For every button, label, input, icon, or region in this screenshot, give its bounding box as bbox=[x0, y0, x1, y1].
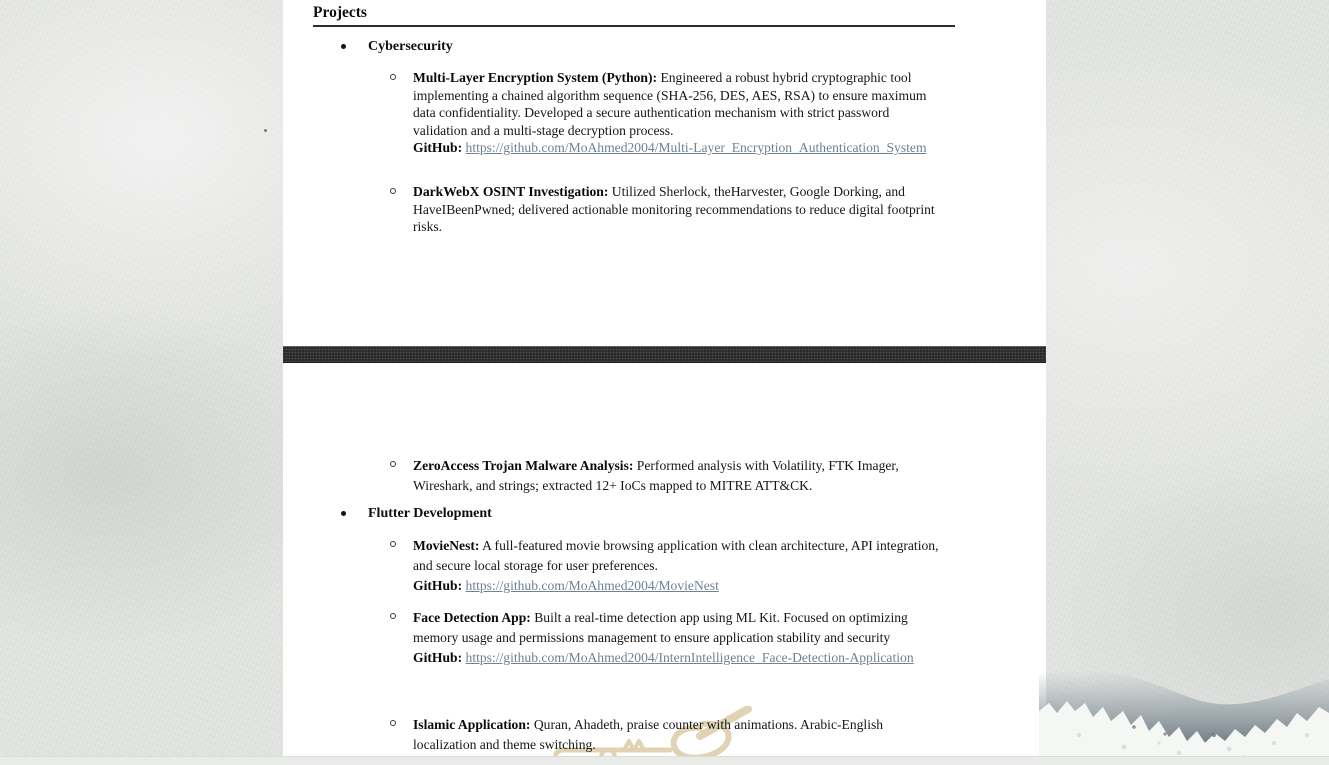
category-label: Cybersecurity bbox=[368, 39, 453, 54]
github-label: GitHub: bbox=[413, 578, 463, 593]
heading-underline bbox=[313, 25, 955, 27]
github-link[interactable]: https://github.com/MoAhmed2004/MovieNest bbox=[465, 578, 719, 593]
project-description: Performed analysis with Volatility, FTK Imager, Wireshark, and strings; extracted 12+ IoCs mapped to MITRE ATT&CK. bbox=[413, 458, 899, 493]
category-cybersecurity bbox=[368, 39, 453, 55]
github-label: GitHub: bbox=[413, 140, 463, 155]
project-title: DarkWebX OSINT Investigation: bbox=[413, 184, 609, 199]
github-link[interactable]: https://github.com/MoAhmed2004/Multi-Layer_Encryption_Authentication_System bbox=[465, 140, 927, 155]
bullet-icon bbox=[341, 44, 346, 49]
circle-bullet-icon bbox=[390, 188, 396, 194]
project-title: ZeroAccess Trojan Malware Analysis: bbox=[413, 458, 634, 473]
project-item-movienest bbox=[413, 536, 939, 596]
bullet-icon bbox=[341, 511, 346, 516]
github-link[interactable]: https://github.com/MoAhmed2004/InternIntelligence_Face-Detection-Application bbox=[465, 650, 914, 665]
section-heading: Projects bbox=[313, 4, 367, 21]
project-description: A full-featured movie browsing application with clean architecture, API integration, and secure local storage for user preferences. bbox=[413, 538, 939, 573]
project-description: Built a real-time detection app using ML Kit. Focused on optimizing memory usage and permissions management to ensure application stability and security bbox=[413, 610, 908, 645]
project-title: Multi-Layer Encryption System (Python): bbox=[413, 70, 658, 85]
project-item-zeroaccess-trojan bbox=[413, 456, 939, 496]
project-item-face-detection bbox=[413, 608, 939, 668]
circle-bullet-icon bbox=[390, 720, 396, 726]
project-description: Utilized Sherlock, theHarvester, Google Dorking, and HaveIBeenPwned; delivered actionable monitoring recommendations to reduce digital footprint risks. bbox=[413, 184, 935, 234]
project-description: Engineered a robust hybrid cryptographic tool implementing a chained algorithm sequence (SHA-256, DES, AES, RSA) to ensure maximum data confidentiality. Developed a secure authentication mechanism with strict password validation and a multi-stage decryption process. bbox=[413, 70, 927, 138]
circle-bullet-icon bbox=[390, 541, 396, 547]
project-title: Islamic Application: bbox=[413, 717, 531, 732]
project-title: MovieNest: bbox=[413, 538, 480, 553]
project-item-islamic-application bbox=[413, 715, 939, 755]
circle-bullet-icon bbox=[390, 74, 396, 80]
project-description: Quran, Ahadeth, praise counter with animations. Arabic-English localization and theme switching. bbox=[413, 717, 884, 752]
bottom-strip bbox=[0, 756, 1329, 765]
circle-bullet-icon bbox=[390, 613, 396, 619]
project-title: Face Detection App: bbox=[413, 610, 531, 625]
category-flutter-development bbox=[368, 506, 492, 522]
project-item-multi-layer-encryption bbox=[413, 69, 939, 157]
category-label: Flutter Development bbox=[368, 506, 492, 521]
project-item-darkwebx-osint bbox=[413, 183, 939, 236]
github-label: GitHub: bbox=[413, 650, 463, 665]
circle-bullet-icon bbox=[390, 461, 396, 467]
